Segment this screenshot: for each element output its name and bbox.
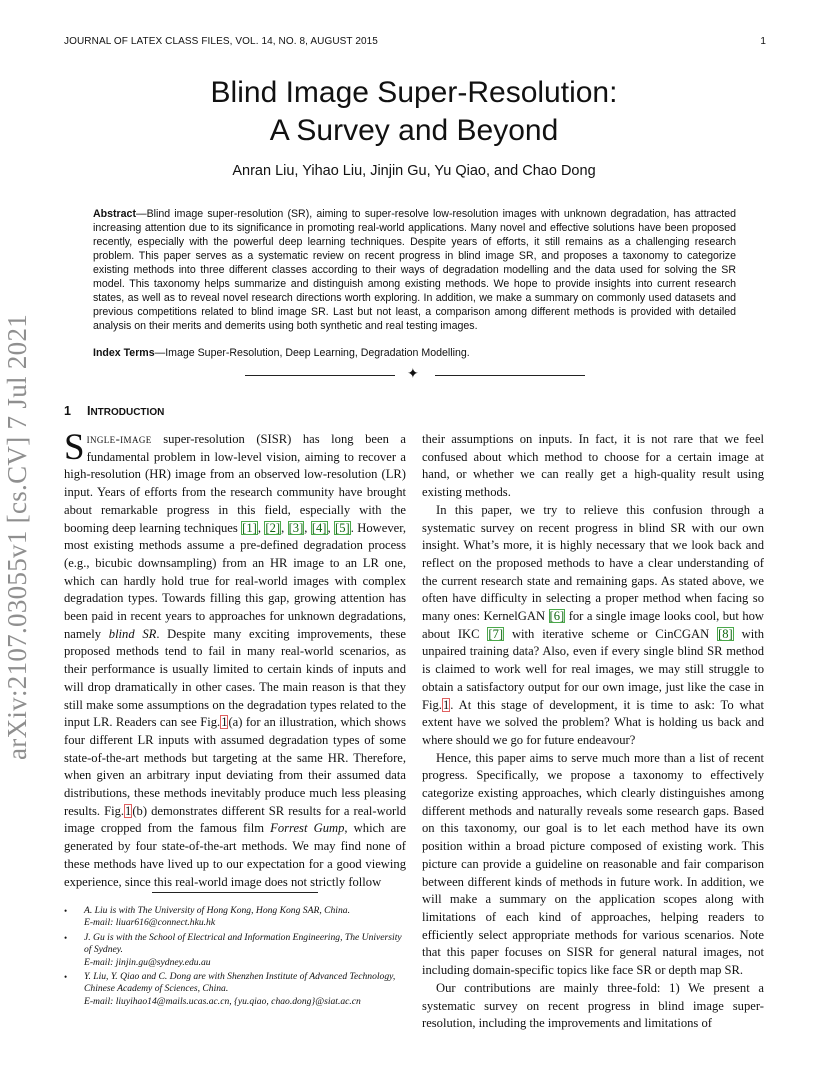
running-header bbox=[64, 36, 766, 47]
intro-paragraph-2 bbox=[422, 502, 764, 750]
footnote-item bbox=[64, 971, 406, 1008]
footnote-email[interactable]: E-mail: liuar616@connect.hku.hk bbox=[84, 917, 216, 929]
index-terms-text: —Image Super-Resolution, Deep Learning, Degradation Modelling. bbox=[154, 347, 470, 359]
intro-paragraph-4: Our contributions are mainly three-fold: 1) We present a systematic survey on recent progress in blind image super-resolution, including the improvements and limitations of bbox=[422, 980, 764, 1031]
text-run: with unpaired training data? Also, even if every single blind SR method is claimed to work well for real images, we may still struggle to obtain a satisfactory output for our own image, just like the case in Fig. bbox=[422, 626, 765, 712]
author-list: Anran Liu, Yihao Liu, Jinjin Gu, Yu Qiao, and Chao Dong bbox=[232, 163, 596, 179]
body-column-left bbox=[64, 427, 407, 891]
intro-paragraph-1 bbox=[64, 427, 407, 891]
footnote-item bbox=[64, 905, 406, 930]
citation-link[interactable]: [7] bbox=[488, 626, 504, 641]
divider-line-right bbox=[435, 375, 585, 376]
text-run: , bbox=[304, 520, 311, 535]
text-run: In this paper, we try to relieve this confusion through a systematic survey on recent progress in blind SR with our own insight. What’s more, it is highly necessary that we look back and reflect on the proposed methods to have a clear understanding of the current research state and remaining gaps. As stated above, we often have difficulty in selecting a proper method when facing so many ones: KernelGAN bbox=[422, 502, 764, 624]
footnote-email[interactable]: E-mail: jinjin.gu@sydney.edu.au bbox=[84, 956, 211, 968]
smallcaps-lead: ingle-image bbox=[86, 432, 152, 446]
footnote-item bbox=[64, 932, 406, 969]
citation-link[interactable]: [4] bbox=[311, 520, 327, 535]
figure-link[interactable]: 1 bbox=[442, 697, 450, 712]
section-title-initial: I bbox=[86, 404, 91, 418]
bullet-icon: • bbox=[64, 932, 68, 943]
title-line-2: A Survey and Beyond bbox=[269, 114, 559, 147]
divider-line-left bbox=[245, 375, 395, 376]
body-column-right bbox=[422, 431, 764, 1033]
text-run: . However, most existing methods assume a pre-defined degradation process (e.g., bicubic downsampling) from an HR image to an LR one, which can hardly hold true for real-world images with complex degradation types. Towards filling this gap, growing attention has been paid in recent years to approaches for unknown degradations, namely bbox=[64, 520, 407, 641]
citation-link[interactable]: [3] bbox=[288, 520, 304, 535]
text-run: . At this stage of development, it is time to ask: To what extent have we solved the problem? What is holding us back and where should we go for future endeavour? bbox=[422, 697, 764, 747]
figure-link[interactable]: 1 bbox=[125, 803, 132, 818]
bullet-icon: • bbox=[64, 906, 68, 916]
section-number: 1 bbox=[64, 404, 71, 418]
divider-star-icon: ✦ bbox=[407, 367, 419, 382]
footnote-affiliation: Y. Liu, Y. Qiao and C. Dong are with Shenzhen Institute of Advanced Technology, Chinese Academy of Sciences, China. bbox=[84, 971, 396, 995]
intro-paragraph-3: Hence, this paper aims to serve much more than a list of recent progress. Specifically, we propose a taxonomy to effectively categorize existing approaches, which clearly distinguishes among different methods and naturally reveals some research gaps. Based on this taxonomy, our goal is to let each method have its own position within a broad picture composed of existing work. This picture can provide a guideline on reasonable and fair comparison between different kinds of methods in future work. In addition, we will make a summary on the application scopes along with limitations of each kind of approaches, helping readers to efficiently select appropriate methods for various scenarios. Note that this paper focuses on SISR for general natural images, not including domain-specific topics like face SR or depth map SR. bbox=[422, 750, 764, 978]
citation-link[interactable]: [2] bbox=[265, 520, 281, 535]
text-run: (b) demonstrates different SR results for a real-world image cropped from the famous film bbox=[64, 803, 406, 836]
text-run: , which are generated by four state-of-the-art methods. We may find none of these methods have lived up to our expectation for a good viewing experience, since this real-world image does not strictly follow bbox=[64, 821, 406, 889]
abstract-label: Abstract bbox=[93, 208, 136, 220]
footnote-affiliation: A. Liu is with The University of Hong Kong, Hong Kong SAR, China. bbox=[84, 905, 350, 916]
text-run: , bbox=[257, 520, 265, 535]
text-run: with iterative scheme or CinCGAN bbox=[504, 626, 718, 641]
citation-link[interactable]: [8] bbox=[718, 626, 733, 641]
abstract-text: —Blind image super-resolution (SR), aiming to super-resolve low-resolution images with unknown degradation, has attracted increasing attention due to its significance in promoting real-world applications. Many novel and effective solutions have been proposed recently, especially with the powerful deep learning techniques. Despite years of efforts, it still remains as a challenging research problem. This paper serves as a systematic review on recent progress in blind image SR, and proposes a taxonomy to categorize existing methods into three different classes according to their ways of degradation modelling and the data used for solving the SR model. This taxonomy helps summarize and distinguish among existing methods. We hope to provide insights into current research states, as well as to reveal novel research directions worth exploring. In addition, we make a summary on commonly used datasets and previous competitions related to blind image SR. Last but not least, a comparison among different methods is provided with detailed analysis on their merits and demerits using both synthetic and real testing images. bbox=[93, 208, 736, 332]
section-heading bbox=[64, 404, 164, 418]
index-terms bbox=[93, 347, 736, 359]
paper-title bbox=[0, 74, 828, 150]
drop-cap: S bbox=[64, 427, 85, 468]
text-run: (a) for an illustration, which shows four different LR inputs with assumed degradation types of some state-of-the-art methods but targeting at the same HR. Therefore, when given an arbitrary input deviating from their assumed data distributions, these methods inevitably produce much less pleasing results. Fig. bbox=[64, 715, 406, 818]
abstract bbox=[93, 207, 736, 333]
index-terms-label: Index Terms bbox=[93, 347, 155, 359]
footnote-affiliation: J. Gu is with the School of Electrical and Information Engineering, The University of Sydney. bbox=[84, 931, 402, 956]
page-number: 1 bbox=[760, 36, 766, 47]
text-run: . Despite many exciting improvements, these proposed methods tend to fail in many real-world scenarios, as their performance is usually limited to certain kinds of inputs and will drop dramatically in other cases. The main reason is that they still make some assumptions on the degradation types related to the input LR. Readers can see Fig. bbox=[64, 626, 407, 730]
italic-term: Forrest Gump bbox=[270, 821, 345, 836]
citation-link[interactable]: [6] bbox=[549, 609, 565, 624]
text-run: for a single image looks cool, but how about IKC bbox=[422, 609, 765, 641]
text-run: super-resolution (SISR) has long been a fundamental problem in low-level vision, aiming to recover a high-resolution (HR) image from an observed low-resolution (LR) input. Years of efforts from the research community have brought about remarkable progress in this field, especially with the booming deep learning techniques bbox=[64, 432, 406, 535]
footnote-email[interactable]: E-mail: liuyihao14@mails.ucas.ac.cn, {yu.qiao, chao.dong}@siat.ac.cn bbox=[84, 995, 361, 1007]
text-run: , bbox=[281, 520, 288, 535]
journal-name: JOURNAL OF LATEX CLASS FILES, VOL. 14, NO. 8, AUGUST 2015 bbox=[64, 36, 378, 47]
section-divider bbox=[245, 369, 585, 383]
title-line-1: Blind Image Super-Resolution: bbox=[210, 76, 618, 109]
section-title-rest: NTRODUCTION bbox=[90, 407, 165, 418]
bullet-icon: • bbox=[64, 972, 68, 983]
text-run: , bbox=[327, 520, 335, 535]
footnote-rule bbox=[152, 892, 318, 893]
citation-link[interactable]: [5] bbox=[335, 520, 350, 535]
intro-paragraph-continued: their assumptions on inputs. In fact, it is not rare that we feel confused about which method to choose for a certain image at hand, or whether we can really get a high-quality result using existing methods. bbox=[422, 432, 764, 500]
italic-term: blind SR bbox=[108, 626, 157, 641]
citation-link[interactable]: [1] bbox=[242, 520, 257, 535]
footnotes bbox=[64, 905, 406, 1010]
figure-link[interactable]: 1 bbox=[221, 715, 228, 730]
arxiv-identifier-stamp: arXiv:2107.03055v1 [cs.CV] 7 Jul 2021 bbox=[2, 313, 32, 760]
